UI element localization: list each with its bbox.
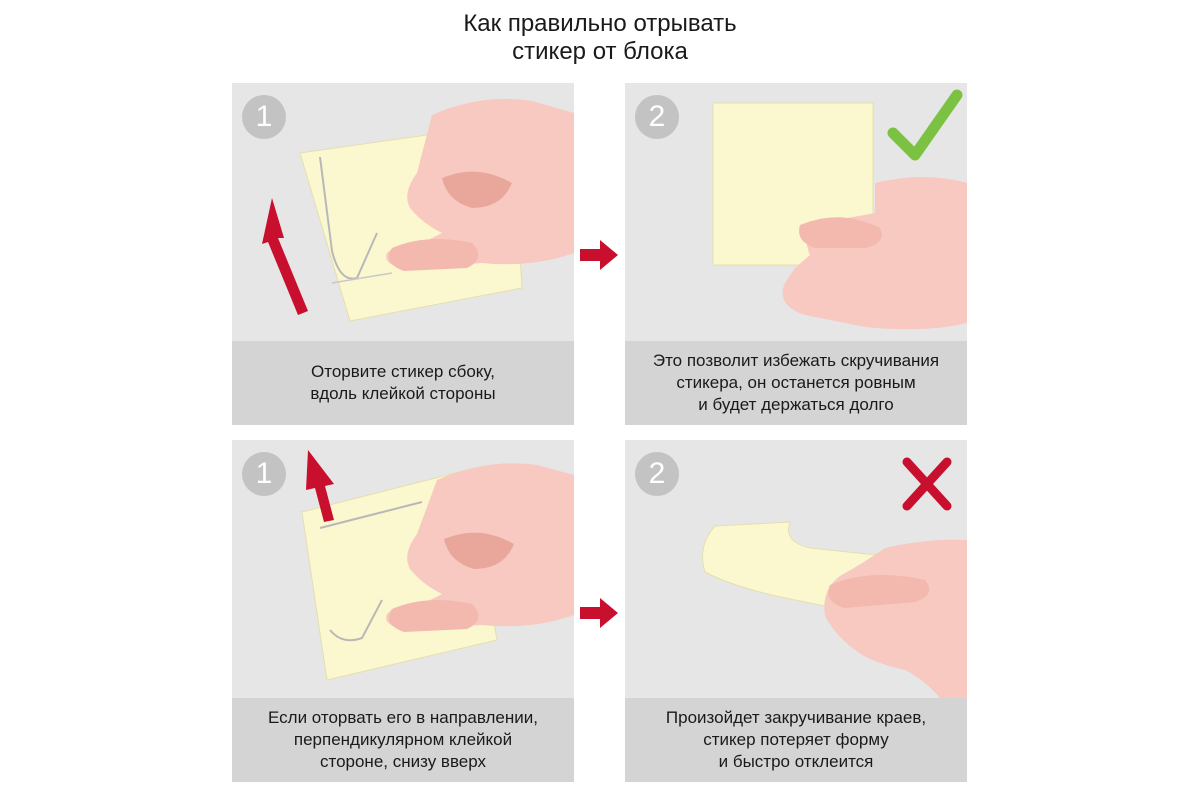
panel-correct-step-2 <box>625 83 967 425</box>
title-line-2: стикер от блока <box>512 38 688 65</box>
step-badge: 2 <box>635 452 679 496</box>
caption <box>625 341 967 425</box>
page-title <box>0 10 1200 66</box>
caption <box>232 698 574 782</box>
caption-line: вдоль клейкой стороны <box>310 384 496 403</box>
caption-line: стикера, он останется ровным <box>676 373 916 392</box>
up-arrow-icon <box>262 198 308 315</box>
step-badge: 1 <box>242 95 286 139</box>
checkmark-icon <box>893 95 957 155</box>
caption-line: Произойдет закручивание краев, <box>665 708 927 727</box>
caption-line: Оторвите стикер сбоку, <box>311 362 495 381</box>
caption <box>625 698 967 782</box>
panel-wrong-step-1 <box>232 440 574 782</box>
step-badge: 2 <box>635 95 679 139</box>
caption-line: Это позволит избежать скручивания <box>652 351 940 370</box>
caption-line: и будет держаться долго <box>698 395 894 414</box>
title-line-1: Как правильно отрывать <box>463 10 737 37</box>
next-step-arrow-icon <box>580 240 620 270</box>
caption-line: и быстро отклеится <box>718 752 874 771</box>
caption-line: Если оторвать его в направлении, <box>268 708 538 727</box>
step-badge: 1 <box>242 452 286 496</box>
caption <box>232 341 574 425</box>
next-step-arrow-icon <box>580 598 620 628</box>
caption-line: стороне, снизу вверх <box>319 752 487 771</box>
panel-correct-step-1 <box>232 83 574 425</box>
caption-line: стикер потеряет форму <box>703 730 889 749</box>
caption-line: перпендикулярном клейкой <box>293 730 513 749</box>
cross-icon <box>907 462 947 506</box>
panel-wrong-step-2 <box>625 440 967 782</box>
